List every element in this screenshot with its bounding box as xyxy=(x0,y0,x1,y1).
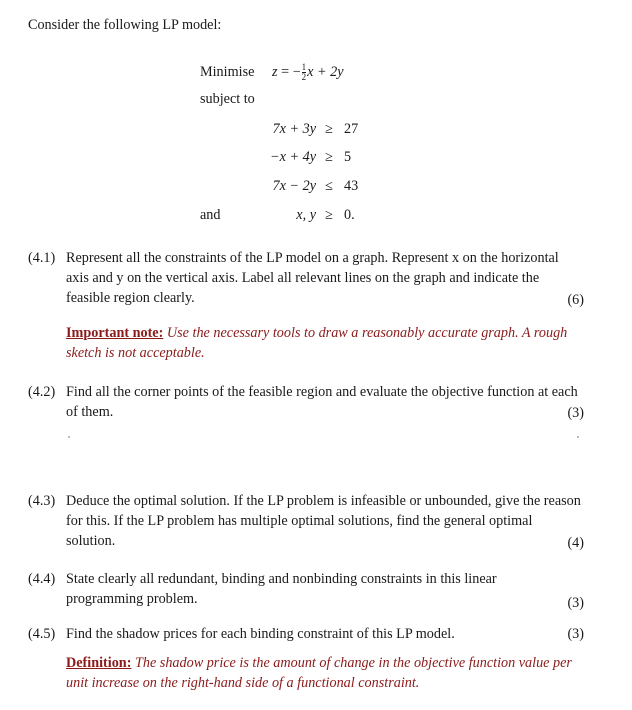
definition-text: The shadow price is the amount of change in the objective function value per unit increase on the right-hand side of a functional constraint. xyxy=(66,655,572,691)
question-4-3 xyxy=(28,491,584,555)
question-marks: (3) xyxy=(567,626,584,642)
objective-sign: − xyxy=(292,64,301,80)
question-4-4 xyxy=(28,569,584,611)
question-number: (4.4) xyxy=(28,571,56,587)
question-text: Represent all the constraints of the LP model on a graph. Represent x on the horizontal axis and y on the vertical axis. Label all relevant lines on the graph and indicate the feasible region clearly. xyxy=(66,250,559,306)
definition-note xyxy=(28,653,584,695)
constraint-rhs: 5 xyxy=(344,149,352,165)
question-4-5 xyxy=(28,624,584,646)
question-number: (4.3) xyxy=(28,493,56,509)
fraction-denominator: 2 xyxy=(301,72,307,83)
question-number: (4.1) xyxy=(28,250,56,266)
constraint-row xyxy=(226,205,426,225)
constraint-rhs: 43 xyxy=(344,178,359,194)
question-text: Deduce the optimal solution. If the LP problem is infeasible or unbounded, give the reason for this. If the LP problem has multiple optimal solutions, find the general optimal solution. xyxy=(66,493,581,549)
constraint-relation: ≤ xyxy=(325,178,333,194)
constraint-lhs: 7x − 2y xyxy=(272,178,316,194)
question-4-2 xyxy=(28,382,584,424)
definition-label: Definition: xyxy=(66,655,132,671)
question-marks: (4) xyxy=(567,535,584,551)
constraint-relation: ≥ xyxy=(325,121,333,137)
constraint-lhs: 7x + 3y xyxy=(272,121,316,137)
constraint-lhs: x, y xyxy=(296,207,316,223)
constraint-lhs: −x + 4y xyxy=(270,149,316,165)
question-text: Find the shadow prices for each binding constraint of this LP model. xyxy=(66,626,455,642)
constraint-row xyxy=(226,119,426,139)
objective-fraction xyxy=(302,63,307,82)
important-note xyxy=(28,323,584,365)
scan-speck xyxy=(68,436,70,438)
constraint-row xyxy=(226,176,426,196)
question-marks: (3) xyxy=(567,405,584,421)
question-4-1 xyxy=(28,248,584,312)
question-marks: (6) xyxy=(567,292,584,308)
objective-var: z xyxy=(272,64,278,80)
intro-text: Consider the following LP model: xyxy=(28,17,222,33)
question-text: State clearly all redundant, binding and nonbinding constraints in this linear programming problem. xyxy=(66,571,497,607)
question-number: (4.2) xyxy=(28,384,56,400)
question-text: Find all the corner points of the feasible region and evaluate the objective function at each of them. xyxy=(66,384,578,420)
constraint-rhs: 27 xyxy=(344,121,359,137)
fraction-numerator: 1 xyxy=(301,62,307,73)
important-note-text: Use the necessary tools to draw a reasonably accurate graph. A rough sketch is not acceptable. xyxy=(66,325,568,361)
objective-rest: x + 2y xyxy=(307,64,344,80)
constraint-relation: ≥ xyxy=(325,207,333,223)
important-note-label: Important note: xyxy=(66,325,164,341)
question-number: (4.5) xyxy=(28,626,56,642)
minimise-label: Minimise xyxy=(200,64,255,80)
scan-speck xyxy=(577,436,579,438)
constraint-relation: ≥ xyxy=(325,149,333,165)
constraint-row xyxy=(226,147,426,167)
objective-function xyxy=(272,62,344,82)
subject-to-label: subject to xyxy=(200,91,255,107)
question-marks: (3) xyxy=(567,595,584,611)
and-label: and xyxy=(200,207,221,223)
objective-eq: = xyxy=(281,64,290,80)
constraint-rhs: 0. xyxy=(344,207,355,223)
